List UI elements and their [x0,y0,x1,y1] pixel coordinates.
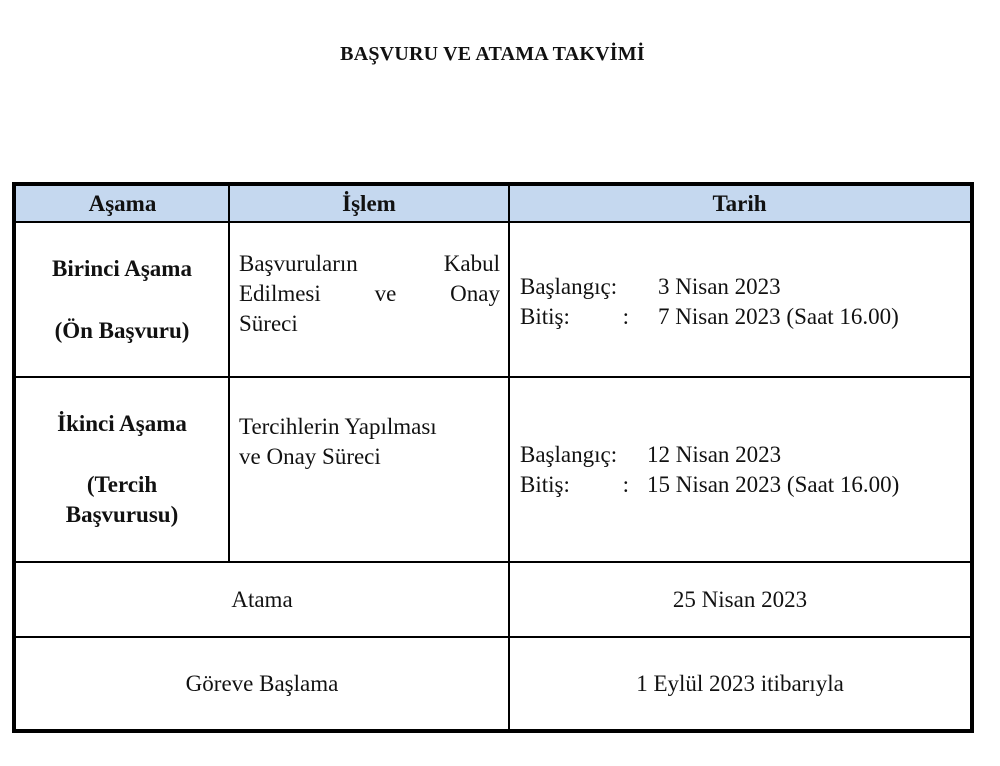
end-date-line [520,302,970,332]
header-asama: Aşama [88,190,157,216]
goreve-baslama-label: Göreve Başlama [185,670,339,696]
page-title: BAŞVURU VE ATAMA TAKVİMİ [340,43,645,65]
end-colon: : [622,303,629,329]
end-label: Bitiş: [520,471,570,497]
start-date-line [520,440,970,470]
start-label: Başlangıç: [520,441,618,467]
start-date-line [520,272,970,302]
process-cell-1 [230,223,508,376]
end-date-line [520,470,970,500]
atama-label: Atama [231,586,293,612]
end-label: Bitiş: [520,303,570,329]
start-value: 3 Nisan 2023 [658,273,781,299]
header-islem: İşlem [342,190,396,216]
process-line: Süreci [239,311,298,336]
end-colon: : [622,471,629,497]
goreve-baslama-date: 1 Eylül 2023 itibarıyla [636,670,844,696]
process-line: Başvuruların Kabul [239,251,500,276]
date-cell-1 [510,223,970,376]
stage-cell-2 [16,378,228,561]
stage-cell-1 [16,223,228,376]
stage-subtitle: (Ön Başvuru) [54,318,190,343]
process-line: ve Onay Süreci [239,444,381,469]
end-value: 15 Nisan 2023 (Saat 16.00) [647,471,900,497]
start-value: 12 Nisan 2023 [647,441,782,467]
stage-subtitle: Başvurusu) [65,502,179,527]
stage-name: İkinci Aşama [57,411,187,436]
stage-subtitle: (Tercih [86,472,158,497]
stage-name: Birinci Aşama [52,256,192,281]
process-cell-2 [230,378,508,561]
process-line: Edilmesi ve Onay [239,281,500,306]
header-tarih: Tarih [712,190,767,216]
process-line: Tercihlerin Yapılması [239,414,437,439]
start-label: Başlangıç: [520,273,618,299]
atama-date: 25 Nisan 2023 [672,586,808,612]
table-header [16,186,970,221]
end-value: 7 Nisan 2023 (Saat 16.00) [658,303,899,329]
date-cell-2 [510,378,970,561]
calendar-table [12,182,974,733]
